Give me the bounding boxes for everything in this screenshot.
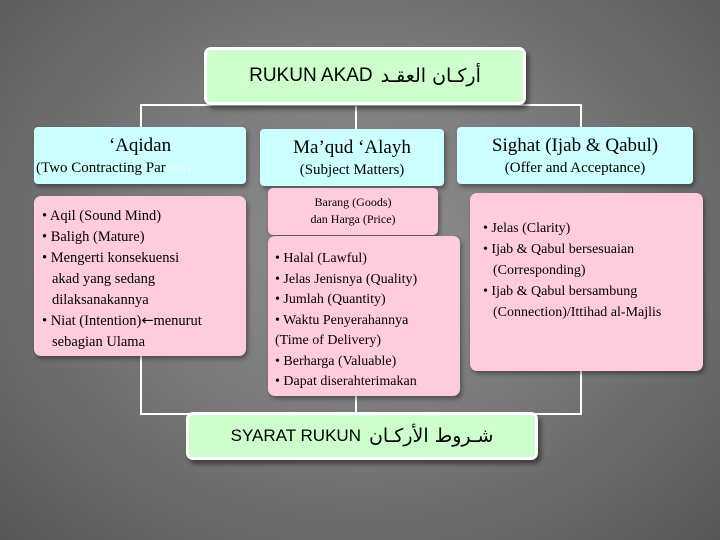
sighat-conditions-box <box>470 193 703 371</box>
list-item: • Berharga (Valuable) <box>275 353 397 369</box>
aqidan-conditions-box <box>34 196 246 356</box>
rukun-akad-title-box <box>204 47 526 105</box>
rukun-akad-title-arabic: أركـان العقـد <box>380 65 481 87</box>
connector-top-left <box>140 104 142 128</box>
connector-top-right <box>580 104 582 128</box>
aqidan-subtitle-faded: ties) <box>165 160 192 176</box>
list-item: • Jelas (Clarity) <box>483 221 571 236</box>
list-item-continuation: akad yang sedang <box>52 271 156 287</box>
list-item: • Waktu Penyerahannya <box>275 312 409 328</box>
connector-top-mid <box>355 104 357 130</box>
sighat-header <box>457 127 693 184</box>
maqud-title: Ma’qud ‘Alayh <box>293 137 411 158</box>
list-item-continuation: (Corresponding) <box>493 263 586 278</box>
menurut-label: menurut <box>153 313 202 329</box>
list-item-continuation: (Time of Delivery) <box>275 333 382 348</box>
list-item: • Dapat diserahterimakan <box>275 374 417 389</box>
list-item: • Ijab & Qabul bersambung <box>483 284 638 299</box>
maqud-conditions-box <box>268 236 460 396</box>
maqud-subtitle: (Subject Matters) <box>299 162 405 178</box>
aqidan-header <box>34 127 246 184</box>
list-item: • Ijab & Qabul bersesuaian <box>483 242 635 257</box>
list-item: • Mengerti konsekuensi <box>42 250 180 266</box>
sighat-subtitle: (Offer and Acceptance) <box>504 160 646 176</box>
aqidan-title: ‘Aqidan <box>108 135 172 156</box>
list-item: • Aqil (Sound Mind) <box>42 208 162 224</box>
aqidan-subtitle-visible: (Two Contracting Par <box>36 160 166 176</box>
niat-label: • Niat (Intention) <box>42 313 142 329</box>
maqud-goods-price-box <box>268 188 438 235</box>
connector-bottom-right <box>580 371 582 414</box>
maqud-goods-label: Barang (Goods) <box>314 195 392 209</box>
maqud-price-label: dan Harga (Price) <box>310 212 396 226</box>
list-item-continuation: sebagian Ulama <box>52 334 146 350</box>
syarat-rukun-box <box>186 412 538 460</box>
list-item: • Jelas Jenisnya (Quality) <box>275 271 418 287</box>
list-item <box>42 311 242 332</box>
sighat-title: Sighat (Ijab & Qabul) <box>491 135 659 156</box>
maqud-header <box>260 129 444 186</box>
list-item-continuation: (Connection)/Ittihad al-Majlis <box>493 305 662 320</box>
left-arrow-icon: ← <box>141 313 154 329</box>
connector-bottom-left <box>140 356 142 414</box>
list-item: • Jumlah (Quantity) <box>275 292 386 307</box>
list-item: • Halal (Lawful) <box>275 251 367 266</box>
syarat-rukun-latin: SYARAT RUKUN <box>230 426 361 445</box>
list-item: • Baligh (Mature) <box>42 229 145 245</box>
list-item-continuation: dilaksanakannya <box>52 292 149 308</box>
rukun-akad-title-latin: RUKUN AKAD <box>249 65 373 86</box>
aqidan-subtitle <box>34 158 246 178</box>
syarat-rukun-arabic: شـروط الأركـان <box>368 425 494 447</box>
